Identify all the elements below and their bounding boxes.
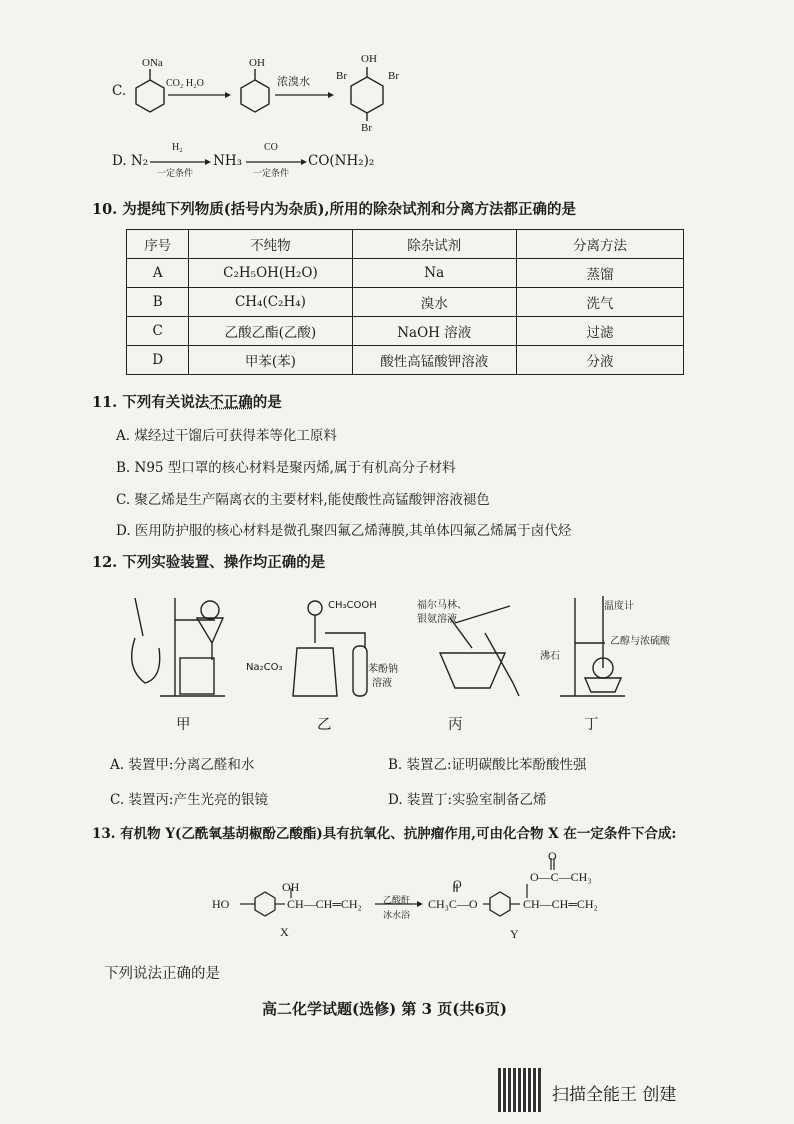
table-row	[127, 288, 684, 317]
header-impure: 不纯物	[189, 230, 352, 259]
q13-y-ester-left: CH₃C—O	[428, 897, 478, 911]
cell-index: C	[127, 317, 189, 346]
q9-option-c-scheme	[130, 55, 430, 145]
q12-label-ding: 丁	[584, 717, 599, 733]
q13-reagent-anhydride: 乙酸酐	[383, 895, 411, 905]
apparatus-jia	[132, 598, 225, 696]
q11-stem-emphasis: 不正确	[209, 394, 253, 411]
q13-reagent-icebath: 冰水浴	[383, 910, 411, 920]
q9-br-right: Br	[388, 70, 399, 82]
q12-option-c: C. 装置丙:产生光亮的银镜	[110, 792, 268, 808]
cell-reagent: Na	[352, 259, 516, 288]
q12-ding-thermometer: 温度计	[604, 601, 634, 612]
q9-d-arrow-2	[246, 158, 308, 166]
cell-method: 蒸馏	[516, 259, 683, 288]
q9-ona-label: ONa	[142, 57, 163, 69]
q9-tbp-oh: OH	[361, 53, 377, 65]
cell-method: 过滤	[516, 317, 683, 346]
cell-method: 洗气	[516, 288, 683, 317]
q13-x-ho: HO	[212, 897, 230, 911]
cell-impure: CH₄(C₂H₄)	[189, 288, 352, 317]
q10-stem: 10. 为提纯下列物质(括号内为杂质),所用的除杂试剂和分离方法都正确的是	[92, 201, 577, 218]
q9-br-bottom: Br	[361, 122, 372, 134]
q12-option-d: D. 装置丁:实验室制备乙烯	[388, 792, 547, 808]
q12-label-bing: 丙	[448, 717, 463, 733]
q12-apparatus-illustration	[115, 588, 675, 708]
q9-d-condition-1: 一定条件	[157, 168, 194, 178]
cell-index: A	[127, 259, 189, 288]
q12-option-b: B. 装置乙:证明碳酸比苯酚酸性强	[388, 757, 587, 773]
table-row	[127, 346, 684, 375]
q13-stem: 13. 有机物 Y(乙酰氧基胡椒酚乙酸酯)具有抗氧化、抗肿瘤作用,可由化合物 X 在一定条件下合成:	[92, 826, 677, 842]
q13-label-y: Y	[510, 927, 519, 941]
q13-y-chain: CH—CH═CH₂	[523, 897, 598, 911]
q12-option-a: A. 装置甲:分离乙醛和水	[110, 757, 255, 773]
cell-method: 分液	[516, 346, 683, 375]
apparatus-yi	[293, 601, 367, 696]
cell-reagent: 酸性高锰酸钾溶液	[352, 346, 516, 375]
q9-d-arrow-1	[150, 158, 212, 166]
q11-stem	[92, 391, 282, 412]
q12-bing-reagent-1: 福尔马林、	[417, 600, 467, 611]
q12-label-yi: 乙	[317, 717, 332, 733]
q13-x-oh: OH	[282, 880, 300, 894]
cell-impure: C₂H₅OH(H₂O)	[189, 259, 352, 288]
q12-label-jia: 甲	[176, 717, 191, 733]
q9-br-left: Br	[336, 70, 347, 82]
q9-d-reagent-h2: H₂	[172, 142, 183, 153]
q13-followup: 下列说法正确的是	[104, 966, 220, 982]
header-reagent: 除杂试剂	[352, 230, 516, 259]
q10-table	[126, 229, 684, 375]
q9-d-reagent-co: CO	[264, 142, 278, 153]
q9-d-condition-2: 一定条件	[253, 168, 290, 178]
q11-stem-pre: 11. 下列有关说法	[92, 394, 210, 411]
q13-x-chain: CH—CH═CH₂	[287, 897, 362, 911]
q9-option-d-text: D. N₂	[112, 153, 149, 169]
cell-impure: 乙酸乙酯(乙酸)	[189, 317, 352, 346]
q11-option-b: B. N95 型口罩的核心材料是聚丙烯,属于有机高分子材料	[116, 460, 456, 476]
q9-phenol-oh: OH	[249, 57, 265, 69]
scanner-watermark: 扫描全能王 创建	[552, 1085, 677, 1105]
q9-reagent-bromine-water: 浓溴水	[277, 76, 310, 88]
q13-y-acetyl: O—C—CH₃	[530, 870, 592, 884]
q12-yi-na2co3: Na₂CO₃	[246, 662, 283, 673]
q11-stem-post: 的是	[252, 394, 282, 411]
q9-d-nh3: NH₃	[213, 153, 242, 169]
q9-option-c-label: C.	[112, 83, 127, 99]
q13-y-acetyl-o: O	[548, 849, 557, 863]
q12-stem: 12. 下列实验装置、操作均正确的是	[92, 554, 326, 571]
cell-impure: 甲苯(苯)	[189, 346, 352, 375]
q12-bing-reagent-2: 银氨溶液	[417, 614, 457, 625]
qr-code-icon	[498, 1068, 542, 1112]
cell-index: D	[127, 346, 189, 375]
q9-reagent-co2: CO₂ H₂O	[166, 78, 204, 89]
q13-y-carbonyl-o: O	[453, 877, 462, 891]
q9-d-urea: CO(NH₂)₂	[308, 153, 375, 169]
table-header-row	[127, 230, 684, 259]
cell-index: B	[127, 288, 189, 317]
q12-yi-ch3cooh: CH₃COOH	[328, 600, 377, 611]
header-index: 序号	[127, 230, 189, 259]
q11-option-a: A. 煤经过干馏后可获得苯等化工原料	[116, 428, 337, 444]
q12-yi-phenolate: 苯酚钠	[368, 664, 398, 675]
q13-reaction-scheme	[205, 848, 645, 938]
header-method: 分离方法	[516, 230, 683, 259]
table-row	[127, 259, 684, 288]
cell-reagent: NaOH 溶液	[352, 317, 516, 346]
page-footer: 高二化学试题(选修) 第 3 页(共6页)	[262, 1000, 507, 1018]
q12-ding-reagent: 乙醇与浓硫酸	[610, 636, 670, 647]
q11-option-c: C. 聚乙烯是生产隔离衣的主要材料,能使酸性高锰酸钾溶液褪色	[116, 492, 490, 508]
cell-reagent: 溴水	[352, 288, 516, 317]
q13-label-x: X	[280, 925, 289, 939]
q11-option-d: D. 医用防护服的核心材料是微孔聚四氟乙烯薄膜,其单体四氟乙烯属于卤代烃	[116, 523, 572, 539]
q12-yi-solution: 溶液	[372, 678, 392, 689]
q12-ding-boiling-stone: 沸石	[540, 651, 560, 662]
table-row	[127, 317, 684, 346]
